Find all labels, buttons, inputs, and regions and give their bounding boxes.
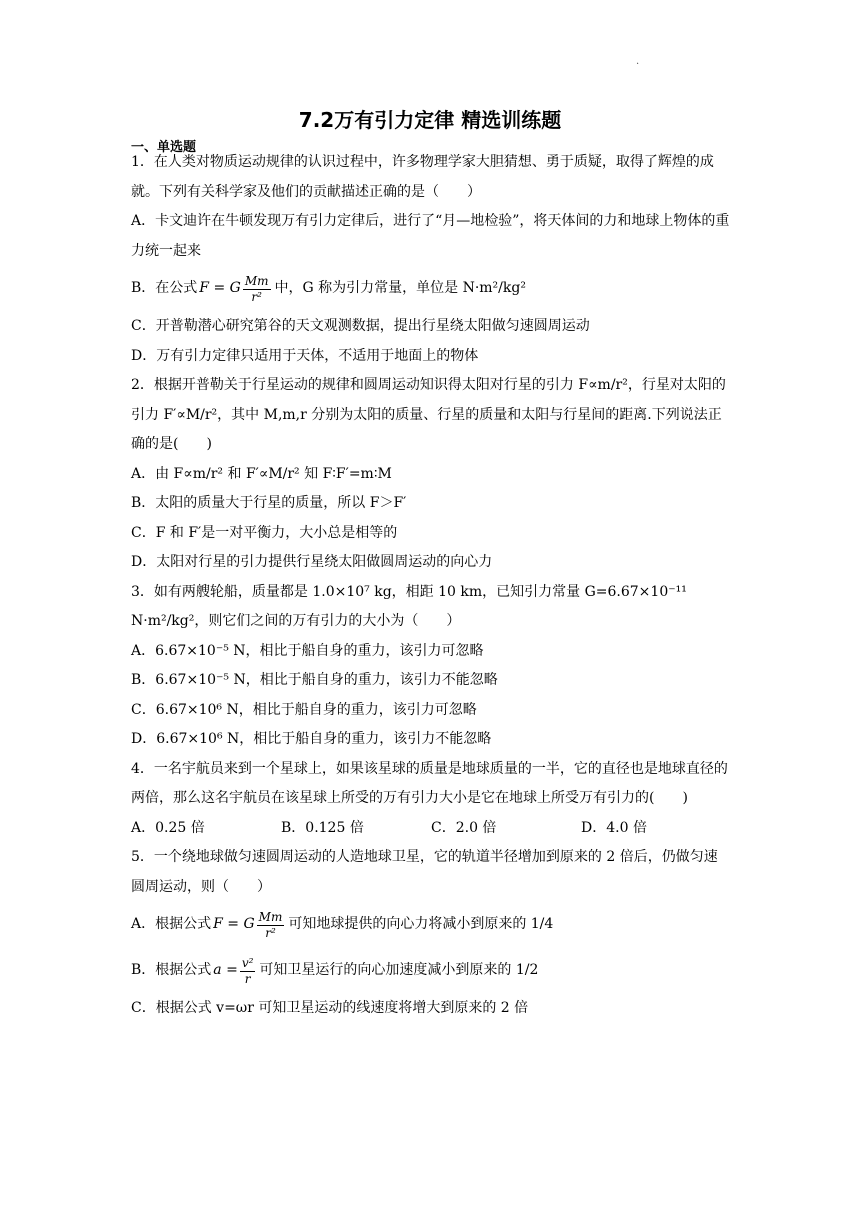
question-5 bbox=[131, 843, 731, 1024]
option-b bbox=[131, 948, 731, 994]
question-stem: 5．一个绕地球做匀速圆周运动的人造地球卫星，它的轨道半径增加到原来的 2 倍后，仍做匀速圆周运动，则（ ） bbox=[131, 849, 718, 895]
option-c: C．6.67×10⁶ N，相比于船自身的重力，该引力可忽略 bbox=[131, 701, 477, 718]
question-2 bbox=[131, 371, 731, 578]
formula-fraction bbox=[243, 274, 271, 305]
question-stem: 4．一名宇航员来到一个星球上，如果该星球的质量是地球质量的一半，它的直径也是地球直径的两倍，那么这名宇航员在该星球上所受的万有引力大小是它在地球上所受万有引力的( ) bbox=[131, 760, 728, 806]
formula-fraction bbox=[240, 956, 256, 987]
option-d: D．6.67×10⁶ N，相比于船自身的重力，该引力不能忽略 bbox=[131, 731, 492, 747]
option-c: C．根据公式 v=ωr 可知卫星运动的线速度将增大到原来的 2 倍 bbox=[131, 1000, 529, 1016]
fraction-numerator: v² bbox=[241, 955, 254, 970]
option-a: A．由 F∝m/r² 和 F′∝M/r² 知 F∶F′=m∶M bbox=[131, 465, 392, 482]
option-a: A．6.67×10⁻⁵ N，相比于船自身的重力，该引力可忽略 bbox=[131, 642, 484, 659]
formula-lhs: F = G bbox=[213, 916, 255, 933]
option-a: A．0.25 倍 bbox=[131, 819, 205, 836]
section-heading: 一、单选题 bbox=[131, 140, 197, 155]
fraction-denominator: r² bbox=[251, 289, 262, 304]
question-3 bbox=[131, 578, 731, 755]
option-b-prefix: B．在公式 bbox=[131, 280, 198, 297]
gravitation-formula bbox=[199, 274, 272, 305]
option-c: C．F 和 F′是一对平衡力，大小总是相等的 bbox=[131, 524, 398, 541]
option-b: B．0.125 倍 bbox=[281, 819, 364, 836]
gravitation-formula bbox=[213, 910, 286, 941]
question-list bbox=[131, 148, 731, 1024]
formula-fraction bbox=[257, 910, 285, 941]
option-b-prefix: B．根据公式 bbox=[131, 962, 212, 979]
question-4 bbox=[131, 755, 731, 844]
option-b: B．6.67×10⁻⁵ N，相比于船自身的重力，该引力不能忽略 bbox=[131, 672, 498, 688]
option-a-suffix: 可知地球提供的向心力将减小到原来的 1/4 bbox=[288, 916, 554, 933]
question-1 bbox=[131, 148, 731, 371]
option-d: D．太阳对行星的引力提供行星绕太阳做圆周运动的向心力 bbox=[131, 554, 493, 570]
option-a: A．卡文迪许在牛顿发现万有引力定律后，进行了“月—地检验”，将天体间的力和地球上物体的重力统一起来 bbox=[131, 213, 730, 259]
option-row bbox=[131, 814, 731, 844]
option-a bbox=[131, 902, 731, 948]
option-b-suffix: 可知卫星运行的向心加速度减小到原来的 1/2 bbox=[259, 962, 539, 979]
option-b-suffix: 中，G 称为引力常量，单位是 N·m²/kg² bbox=[274, 280, 526, 297]
question-stem: 2．根据开普勒关于行星运动的规律和圆周运动知识得太阳对行星的引力 F∝m/r²，行星对太阳的引力 F′∝M/r²，其中 M,m,r 分别为太阳的质量、行星的质量和太阳与行星间的距离.下列说法正确的是( ) bbox=[131, 377, 726, 452]
formula-lhs: a = bbox=[213, 962, 238, 979]
header-dot: . bbox=[636, 56, 640, 67]
formula-lhs: F = G bbox=[199, 280, 241, 297]
fraction-denominator: r² bbox=[265, 925, 276, 940]
fraction-numerator: Mm bbox=[244, 273, 269, 288]
option-a-prefix: A．根据公式 bbox=[131, 916, 212, 933]
option-b bbox=[131, 266, 731, 312]
fraction-numerator: Mm bbox=[258, 909, 283, 924]
question-stem: 3．如有两艘轮船，质量都是 1.0×10⁷ kg，相距 10 km，已知引力常量 G=6.67×10⁻¹¹ N·m²/kg²，则它们之间的万有引力的大小为（ ） bbox=[131, 583, 687, 629]
option-c: C．开普勒潜心研究第谷的天文观测数据，提出行星绕太阳做匀速圆周运动 bbox=[131, 318, 590, 334]
option-d: D．万有引力定律只适用于天体，不适用于地面上的物体 bbox=[131, 347, 479, 364]
option-b: B．太阳的质量大于行星的质量，所以 F＞F′ bbox=[131, 495, 407, 511]
fraction-denominator: r bbox=[244, 971, 251, 986]
question-stem: 1．在人类对物质运动规律的认识过程中，许多物理学家大胆猜想、勇于质疑，取得了辉煌的成就。下列有关科学家及他们的贡献描述正确的是（ ） bbox=[131, 154, 714, 200]
page-title: 7.2万有引力定律 精选训练题 bbox=[298, 108, 562, 132]
acceleration-formula bbox=[213, 956, 257, 987]
option-c: C．2.0 倍 bbox=[431, 819, 497, 836]
option-d: D．4.0 倍 bbox=[581, 819, 647, 836]
